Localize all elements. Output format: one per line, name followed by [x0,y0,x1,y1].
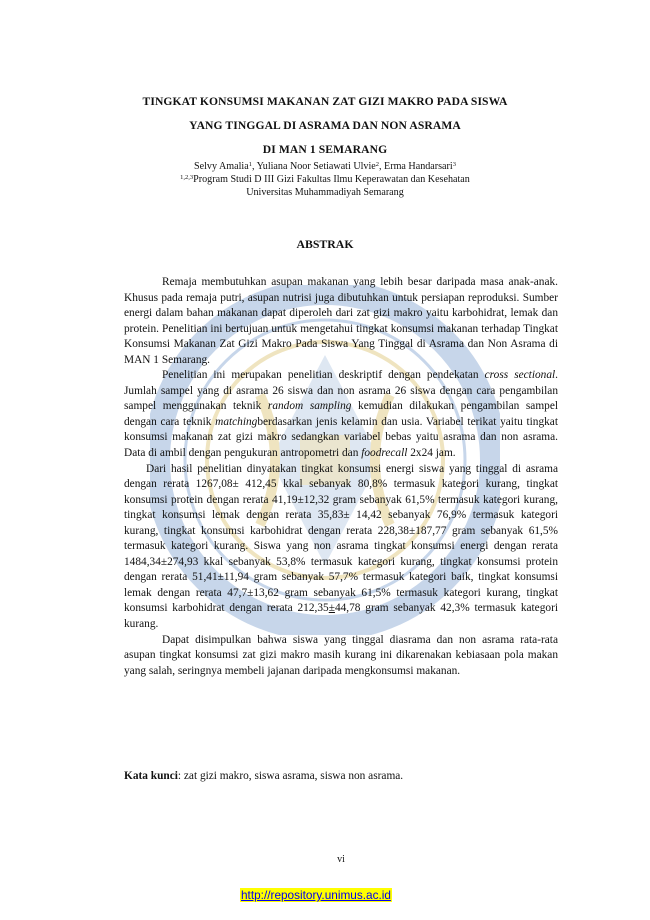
affiliation-program: Program Studi D III Gizi Fakultas Ilmu Keperawatan dan Kesehatan [193,174,470,185]
p2-italic-foodrecall: foodrecall [361,447,408,460]
author-1: Selvy Amalia [194,161,249,172]
p2-text-i: 2x24 jam. [407,447,456,460]
p3-plus-minus: ± [328,602,335,615]
p2-text-g: berdasarkan jenis kelamin dan usia. Variabel terikat yaitu tingkat konsumsi makanan zat gizi makro sedangkan variabel bebas yaitu asrama dan non asrama. Data di ambil dengan pengukuran antropometri dan [124,415,558,460]
abstract-paragraph-4: Dapat disimpulkan bahwa siswa yang tinggal diasrama dan non asrama rata-rata asupan tingkat konsumsi zat gizi makro masih kurang ini dikarenakan kebiasaan pola makan yang salah, seringnya membeli jajanan daripada mengkonsumsi makanan. [124,633,558,677]
abstract-body [124,275,558,679]
author-list [60,161,590,172]
p2-italic-matching: matching [215,415,258,428]
p2-italic-random-sampling: random sampling [267,400,352,413]
title-line-1: TINGKAT KONSUMSI MAKANAN ZAT GIZI MAKRO PADA SISWA [142,95,508,108]
abstract-paragraph-2 [124,368,558,461]
keywords-text: : zat gizi makro, siswa asrama, siswa non asrama. [177,770,404,782]
abstract-paragraph-3 [124,462,558,633]
title-line-3: DI MAN 1 SEMARANG [262,143,388,156]
p3-text: Dari hasil penelitian dinyatakan tingkat konsumsi energi siswa yang tinggal di asrama dengan rerata 1267,08± 412,45 kkal sebanyak 80,8% termasuk kategori kurang, tingkat konsumsi protein dengan rerata 41,19±12,32 gram sebanyak 61,5% termasuk kategori kurang, tingkat konsumsi lemak dengan rerata 35,83± 14,42 sebanyak 76,9% termasuk kategori kurang, tingkat konsumsi karbohidrat dengan rerata 228,38±187,77 gram sebanyak 61,5% termasuk kategori kurang. Siswa yang non asrama tingkat konsumsi energi dengan rerata 1484,34±274,93 kkal sebanyak 53,8% termasuk kategori kurang, tingkat konsumsi protein dengan rerata 51,41±11,94 gram sebanyak 57,7% termasuk kategori baik, tingkat konsumsi lemak dengan rerata 47,7±13,62 gram sebanyak 61,5% termasuk kategori kurang, tingkat konsumsi karbohidrat dengan rerata 212,35 [124,462,558,615]
p3-text-end: 44,78 gram sebanyak 42,3% termasuk kategori kurang. [124,602,558,631]
abstract-paragraph-1: Remaja membutuhkan asupan makanan yang lebih besar daripada masa anak-anak. Khusus pada remaja putri, asupan nutrisi juga dibutuhkan untuk persiapan reproduksi. Sumber energi dalam bahan makanan dapat diperoleh dari zat gizi makro yaitu karbohidrat, lemak dan protein. Penelitian ini bertujuan untuk mengetahui tingkat konsumsi makanan terhadap Tingkat Konsumsi Makanan Zat Gizi Makro Pada Siswa Yang Tinggal di Asrama dan Non Asrama di MAN 1 Semarang. [124,276,558,366]
author-3-sup: 3 [452,161,456,168]
abstract-heading: ABSTRAK [296,237,354,251]
page-number: vi [337,854,345,865]
p2-text-e: kemudian dilakukan pengambilan sampel dengan cara teknik [124,400,559,428]
affiliation-sup: 1,2,3 [180,174,194,181]
keywords [124,770,403,782]
p2-text-a: Penelitian ini merupakan penelitian deskriptif dengan pendekatan [162,369,485,382]
keywords-label: Kata kunci [124,770,178,782]
author-2: , Yuliana Noor Setiawati Ulvie [251,161,376,172]
repository-link[interactable]: http://repository.unimus.ac.id [241,888,391,902]
affiliation-line-1 [60,174,590,185]
author-2-sup: 2 [375,161,379,168]
affiliation-line-2: Universitas Muhammadiyah Semarang [246,187,404,198]
p2-italic-cross-sectional: cross sectional [484,369,556,382]
title-line-2: YANG TINGGAL DI ASRAMA DAN NON ASRAMA [189,119,461,132]
author-1-sup: 1 [248,161,252,168]
author-3: , Erma Handarsari [379,161,453,172]
p2-text-c: . Jumlah sampel yang di asrama 26 siswa dan non asrama 26 siswa dengan cara pengambilan sampel menggunakan teknik [124,369,558,413]
